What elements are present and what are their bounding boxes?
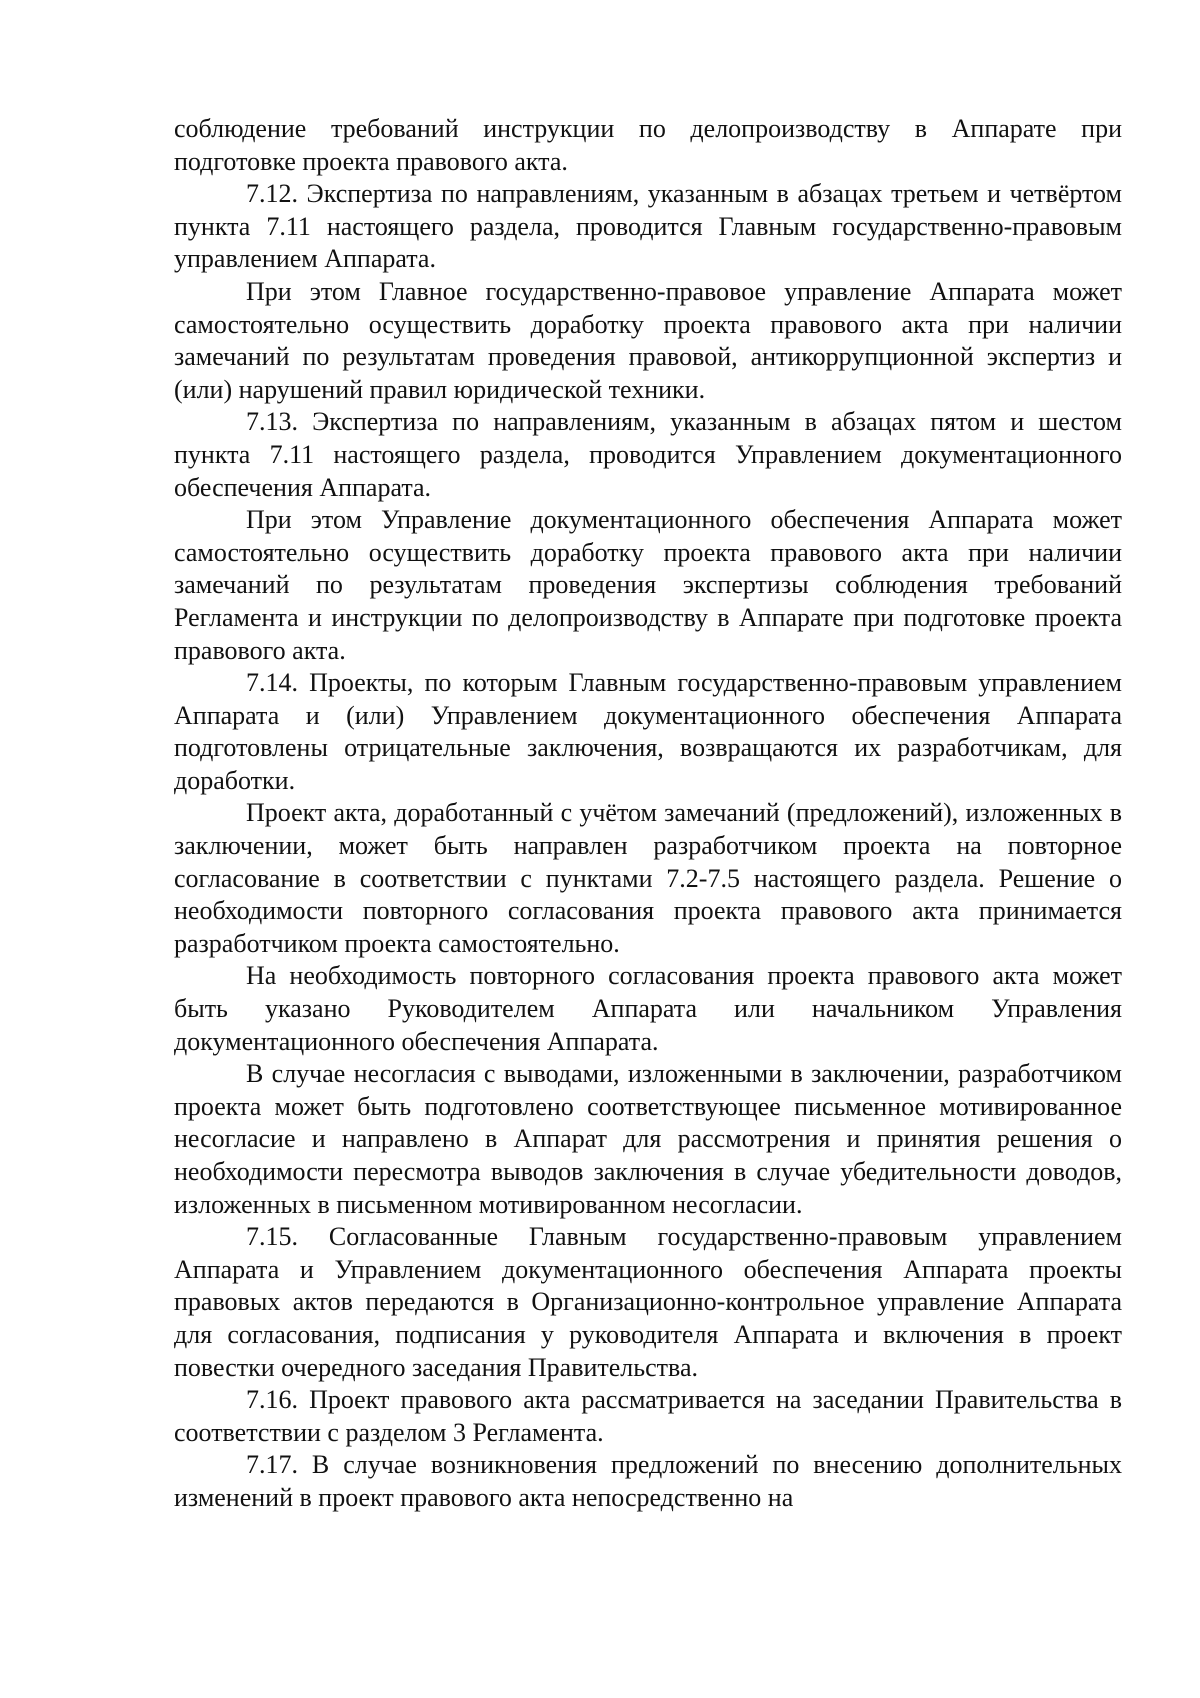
paragraph-7-16: 7.16. Проект правового акта рассматривается на заседании Правительства в соответствии с разделом 3 Регламента. [174, 1385, 1122, 1447]
paragraph-7-17: 7.17. В случае возникновения предложений по внесению дополнительных изменений в проект правового акта непосредственно на [174, 1450, 1122, 1512]
paragraph-7-13-note: При этом Управление документационного обеспечения Аппарата может самостоятельно осуществить доработку проекта правового акта при наличии замечаний по результатам проведения экспертизы соблюдения требований Регламента и инструкции по делопроизводству в Аппарате при подготовке проекта правового акта. [174, 505, 1122, 665]
paragraph-7-14-resubmission: Проект акта, доработанный с учётом замечаний (предложений), изложенных в заключении, может быть направлен разработчиком проекта на повторное согласование в соответствии с пунктами 7.2-7.5 настоящего раздела. Решение о необходимости повторного согласования проекта правового акта принимается разработчиком проекта самостоятельно. [174, 798, 1122, 958]
paragraph-7-14-indication: На необходимость повторного согласования проекта правового акта может быть указано Руководителем Аппарата или начальником Управления документационного обеспечения Аппарата. [174, 961, 1122, 1056]
paragraph-7-14-disagreement: В случае несогласия с выводами, изложенными в заключении, разработчиком проекта может быть подготовлено соответствующее письменное мотивированное несогласие и направлено в Аппарат для рассмотрения и принятия решения о необходимости пересмотра выводов заключения в случае убедительности доводов, изложенных в письменном мотивированном несогласии. [174, 1059, 1122, 1219]
paragraph-7-12: 7.12. Экспертиза по направлениям, указанным в абзацах третьем и четвёртом пункта 7.11 настоящего раздела, проводится Главным государственно-правовым управлением Аппарата. [174, 179, 1122, 274]
paragraph-7-14: 7.14. Проекты, по которым Главным государственно-правовым управлением Аппарата и (или) Управлением документационного обеспечения Аппарата подготовлены отрицательные заключения, возвращаются их разработчикам, для доработки. [174, 668, 1122, 795]
paragraph-7-12-note: При этом Главное государственно-правовое управление Аппарата может самостоятельно осуществить доработку проекта правового акта при наличии замечаний по результатам проведения правовой, антикоррупционной экспертиз и (или) нарушений правил юридической техники. [174, 276, 1122, 404]
paragraph-7-15: 7.15. Согласованные Главным государственно-правовым управлением Аппарата и Управлением документационного обеспечения Аппарата проекты правовых актов передаются в Организационно-контрольное управление Аппарата для согласования, подписания у руководителя Аппарата и включения в проект повестки очередного заседания Правительства. [174, 1222, 1122, 1382]
document-body [174, 113, 1122, 1515]
paragraph-continuation: соблюдение требований инструкции по делопроизводству в Аппарате при подготовке проекта правового акта. [174, 114, 1122, 176]
paragraph-7-13: 7.13. Экспертиза по направлениям, указанным в абзацах пятом и шестом пункта 7.11 настоящего раздела, проводится Управлением документационного обеспечения Аппарата. [174, 407, 1122, 502]
